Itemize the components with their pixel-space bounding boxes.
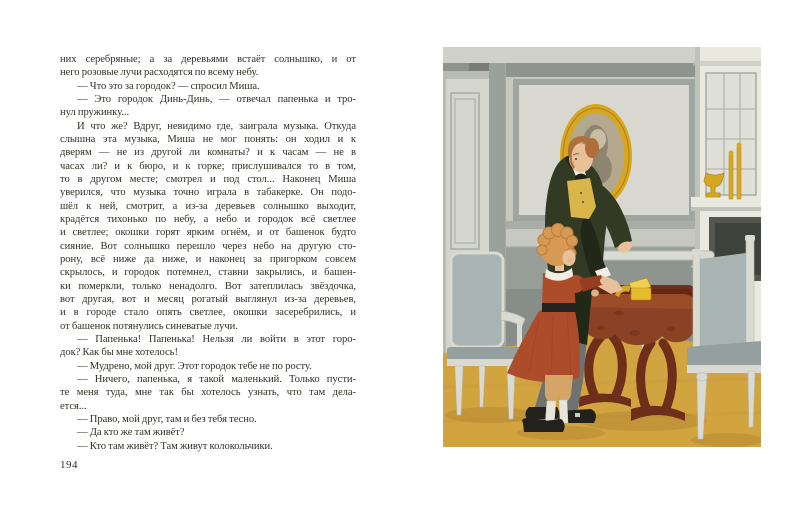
text-line: часах ли? и к бюро, и к горке; прислушивался то в том, [60, 160, 356, 172]
child-belt [542, 303, 576, 312]
text-line: — Ничего, папенька, я такой маленький. Только пусти- [77, 373, 356, 385]
text-line: док? Как бы мне хотелось! [60, 347, 178, 359]
text-line: нул пружинку... [60, 107, 130, 119]
text-line: ется... [60, 400, 87, 412]
text-line: — Это городок Динь-Динь, — отвечал папенька и тро- [77, 93, 356, 105]
illustration-svg [443, 47, 761, 447]
text-lines [60, 53, 356, 453]
text-line: и светлее; окошки горят ярким огнём, и от башенок будто [60, 227, 356, 239]
text-line: — Право, мой друг, там и без тебя тесно. [77, 413, 257, 425]
text-line: ки померкли, только ненадолго. Вот затеплилась звёздочка, [60, 280, 356, 292]
text-line: те меня туда, мне так бы хотелось узнать, что там дела- [60, 387, 356, 399]
text-line: и в городе стало опять светлее, окошки засеребрились, и [60, 307, 356, 319]
text-line: шёл к ней, смотрит, а из-за деревьев солнышко выходит, [60, 200, 356, 212]
text-line: скрылось, и городок потемнел, ставни закрылись, и башен- [60, 267, 356, 279]
text-line: крадётся тихонько по небу, а небо и городок всё светлее [60, 213, 356, 225]
text-line: И что же? Вдруг, невидимо где, заиграла музыка. Откуда [77, 120, 356, 132]
text-line: — Что это за городок? — спросил Миша. [77, 80, 260, 92]
text-line: рону, всё ниже да ниже, и наконец за пригорком совсем [60, 253, 356, 265]
text-line: него розовые лучи расходятся по всему небу. [60, 67, 259, 79]
text-line: — Мудрено, мой друг. Этот городок тебе не по росту. [77, 360, 312, 372]
text-line: сияние. Вот солнышко перешло через небо на другую сто- [60, 240, 356, 252]
text-line: слышна эта музыка, Миша не мог понять: он ходил и к [60, 133, 356, 145]
text-line: от башенок потянулись синеватые лучи. [60, 320, 238, 332]
mantel-shelf [691, 197, 761, 207]
text-line: уверился, что музыка точно играла в табакерке. Он подо- [60, 187, 356, 199]
text-line: них серебряные; а за деревьями встаёт солнышко, и от [60, 54, 356, 65]
child-hand [600, 277, 610, 285]
text-line: — Папенька! Папенька! Нельзя ли войти в этот горо- [77, 333, 356, 345]
text-line: — Да кто же там живёт? [77, 427, 185, 439]
text-line: вот другая, вот и месяц рогатый выглянул из-за деревьев, [60, 293, 356, 305]
text-line: то в другом месте; смотрел и под стол... Наконец Миша [60, 173, 356, 185]
text-line: — Кто там живёт? Там живут колокольчики. [77, 440, 273, 452]
illustration [443, 47, 761, 447]
page-number: 194 [60, 459, 78, 471]
text-line: дверям — не из другой ли комнаты? и к часам — не в [60, 147, 356, 159]
